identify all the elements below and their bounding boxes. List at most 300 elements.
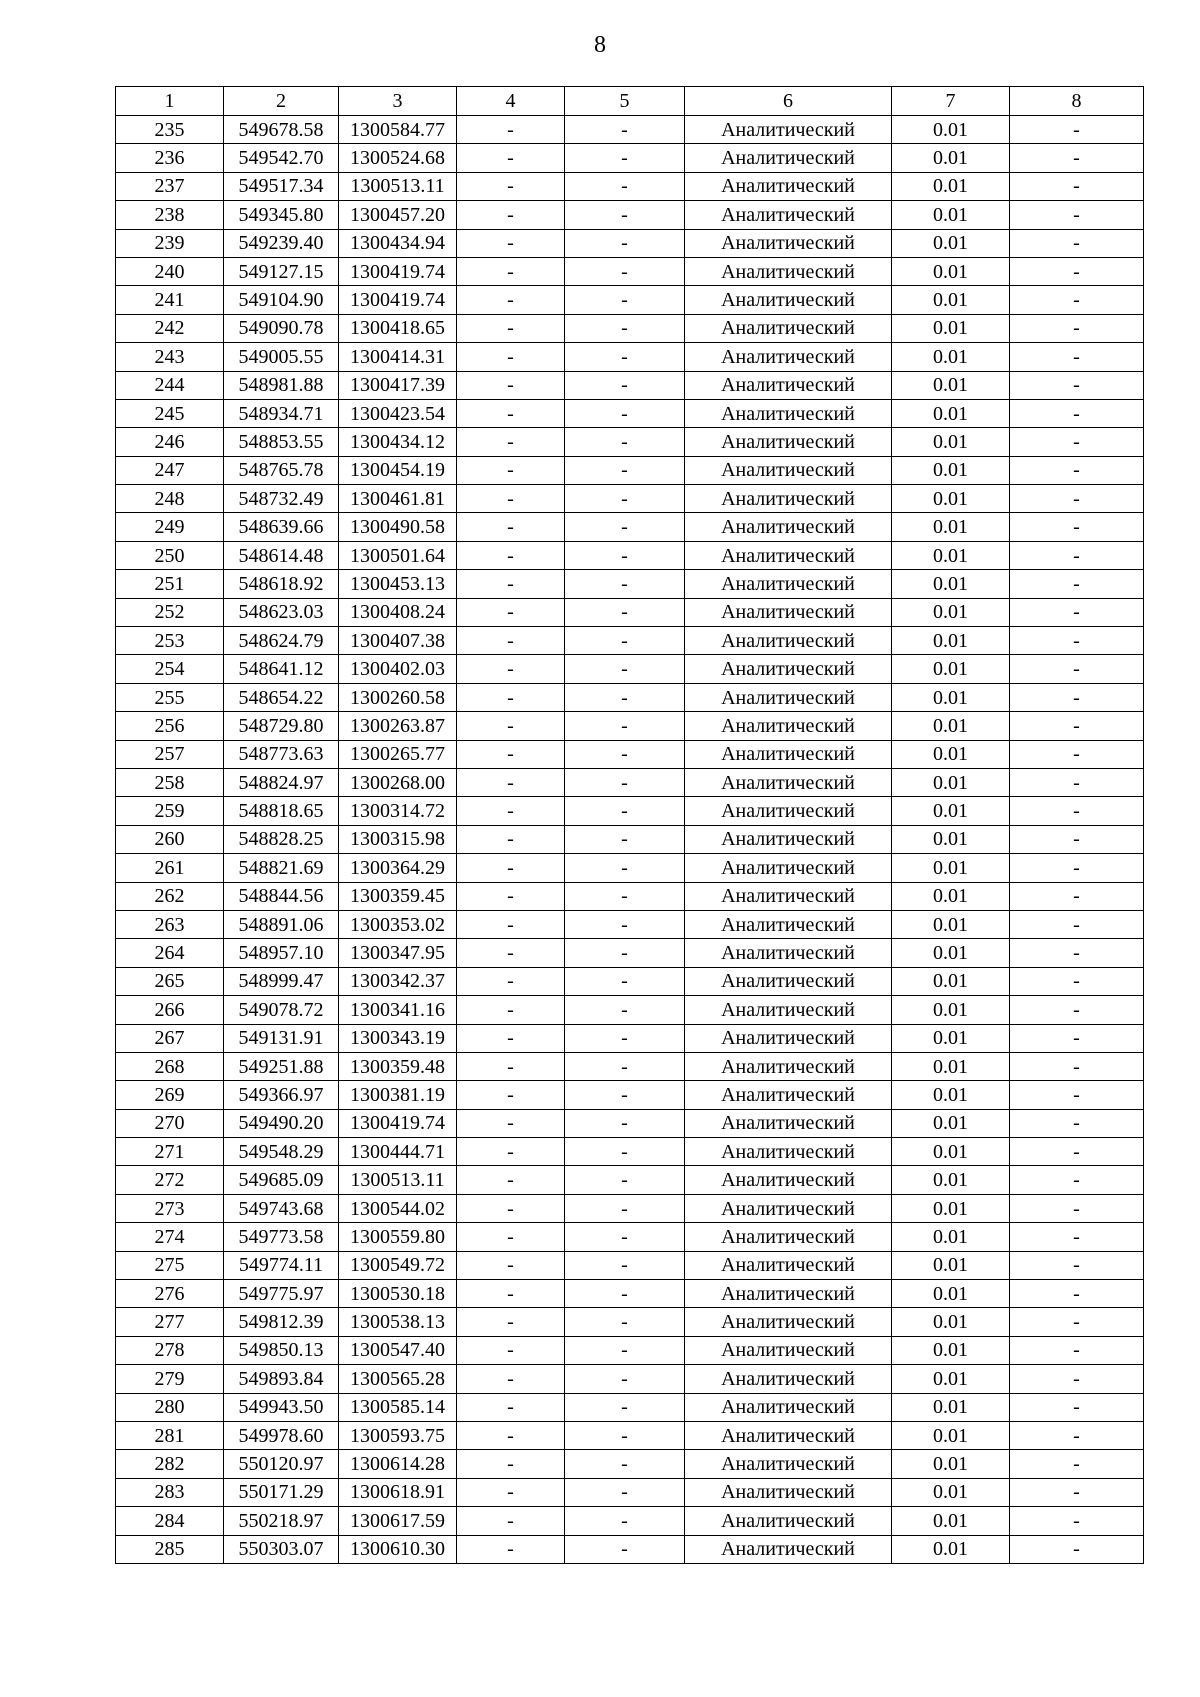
coord-x-cell: 549943.50 — [224, 1393, 339, 1421]
accuracy-cell: 0.01 — [892, 286, 1010, 314]
coord-y-cell: 1300614.28 — [339, 1450, 457, 1478]
col-5-value-cell: - — [565, 485, 685, 513]
col-8-value-cell: - — [1010, 286, 1144, 314]
coord-y-cell: 1300513.11 — [339, 1166, 457, 1194]
point-number-cell: 275 — [116, 1251, 224, 1279]
coord-x-cell: 548999.47 — [224, 967, 339, 995]
col-8-value-cell: - — [1010, 627, 1144, 655]
method-cell: Аналитический — [685, 882, 892, 910]
col-4-value-cell: - — [457, 825, 565, 853]
accuracy-cell: 0.01 — [892, 740, 1010, 768]
coord-y-cell: 1300544.02 — [339, 1194, 457, 1222]
accuracy-cell: 0.01 — [892, 456, 1010, 484]
col-4-value-cell: - — [457, 1280, 565, 1308]
coord-y-cell: 1300585.14 — [339, 1393, 457, 1421]
col-4-value-cell: - — [457, 513, 565, 541]
coord-y-cell: 1300268.00 — [339, 768, 457, 796]
point-number-cell: 268 — [116, 1052, 224, 1080]
accuracy-cell: 0.01 — [892, 1138, 1010, 1166]
point-number-cell: 245 — [116, 399, 224, 427]
col-8-value-cell: - — [1010, 1109, 1144, 1137]
col-5-value-cell: - — [565, 541, 685, 569]
point-number-cell: 236 — [116, 144, 224, 172]
method-cell: Аналитический — [685, 1280, 892, 1308]
method-cell: Аналитический — [685, 371, 892, 399]
accuracy-cell: 0.01 — [892, 967, 1010, 995]
col-5-value-cell: - — [565, 172, 685, 200]
coord-x-cell: 549548.29 — [224, 1138, 339, 1166]
coord-x-cell: 548818.65 — [224, 797, 339, 825]
col-5-value-cell: - — [565, 371, 685, 399]
col-5-value-cell: - — [565, 768, 685, 796]
point-number-cell: 240 — [116, 257, 224, 285]
point-number-cell: 278 — [116, 1336, 224, 1364]
coord-y-cell: 1300417.39 — [339, 371, 457, 399]
table-row — [116, 655, 1144, 683]
coord-y-cell: 1300434.94 — [339, 229, 457, 257]
col-4-value-cell: - — [457, 1308, 565, 1336]
table-row — [116, 825, 1144, 853]
accuracy-cell: 0.01 — [892, 1365, 1010, 1393]
table-header-row — [116, 87, 1144, 116]
col-5-value-cell: - — [565, 399, 685, 427]
col-4-value-cell: - — [457, 882, 565, 910]
coord-y-cell: 1300364.29 — [339, 854, 457, 882]
coord-y-cell: 1300359.48 — [339, 1052, 457, 1080]
column-header: 3 — [339, 87, 457, 116]
column-header: 2 — [224, 87, 339, 116]
col-5-value-cell: - — [565, 1535, 685, 1563]
method-cell: Аналитический — [685, 172, 892, 200]
method-cell: Аналитический — [685, 257, 892, 285]
method-cell: Аналитический — [685, 996, 892, 1024]
col-4-value-cell: - — [457, 1109, 565, 1137]
col-5-value-cell: - — [565, 1478, 685, 1506]
coord-x-cell: 548981.88 — [224, 371, 339, 399]
method-cell: Аналитический — [685, 1421, 892, 1449]
point-number-cell: 252 — [116, 598, 224, 626]
table-row — [116, 910, 1144, 938]
col-4-value-cell: - — [457, 910, 565, 938]
col-8-value-cell: - — [1010, 1194, 1144, 1222]
col-4-value-cell: - — [457, 627, 565, 655]
method-cell: Аналитический — [685, 116, 892, 144]
point-number-cell: 248 — [116, 485, 224, 513]
method-cell: Аналитический — [685, 854, 892, 882]
col-5-value-cell: - — [565, 627, 685, 655]
coord-y-cell: 1300461.81 — [339, 485, 457, 513]
col-5-value-cell: - — [565, 1081, 685, 1109]
col-4-value-cell: - — [457, 996, 565, 1024]
point-number-cell: 277 — [116, 1308, 224, 1336]
col-8-value-cell: - — [1010, 1280, 1144, 1308]
coord-y-cell: 1300414.31 — [339, 343, 457, 371]
coord-y-cell: 1300381.19 — [339, 1081, 457, 1109]
col-8-value-cell: - — [1010, 740, 1144, 768]
col-4-value-cell: - — [457, 1081, 565, 1109]
coordinates-table — [115, 86, 1144, 1564]
col-8-value-cell: - — [1010, 882, 1144, 910]
method-cell: Аналитический — [685, 144, 892, 172]
accuracy-cell: 0.01 — [892, 1421, 1010, 1449]
point-number-cell: 276 — [116, 1280, 224, 1308]
method-cell: Аналитический — [685, 570, 892, 598]
accuracy-cell: 0.01 — [892, 1251, 1010, 1279]
point-number-cell: 263 — [116, 910, 224, 938]
col-8-value-cell: - — [1010, 683, 1144, 711]
table-row — [116, 485, 1144, 513]
col-4-value-cell: - — [457, 1478, 565, 1506]
accuracy-cell: 0.01 — [892, 854, 1010, 882]
table-row — [116, 399, 1144, 427]
col-4-value-cell: - — [457, 343, 565, 371]
col-8-value-cell: - — [1010, 541, 1144, 569]
accuracy-cell: 0.01 — [892, 683, 1010, 711]
coord-x-cell: 549345.80 — [224, 201, 339, 229]
col-8-value-cell: - — [1010, 201, 1144, 229]
method-cell: Аналитический — [685, 797, 892, 825]
col-4-value-cell: - — [457, 1336, 565, 1364]
point-number-cell: 238 — [116, 201, 224, 229]
accuracy-cell: 0.01 — [892, 1223, 1010, 1251]
method-cell: Аналитический — [685, 399, 892, 427]
coord-y-cell: 1300260.58 — [339, 683, 457, 711]
point-number-cell: 269 — [116, 1081, 224, 1109]
coord-y-cell: 1300418.65 — [339, 314, 457, 342]
method-cell: Аналитический — [685, 343, 892, 371]
table-row — [116, 343, 1144, 371]
table-row — [116, 1535, 1144, 1563]
coord-y-cell: 1300419.74 — [339, 1109, 457, 1137]
col-5-value-cell: - — [565, 1223, 685, 1251]
method-cell: Аналитический — [685, 1251, 892, 1279]
col-8-value-cell: - — [1010, 371, 1144, 399]
accuracy-cell: 0.01 — [892, 1336, 1010, 1364]
coord-x-cell: 549517.34 — [224, 172, 339, 200]
col-4-value-cell: - — [457, 116, 565, 144]
col-5-value-cell: - — [565, 1138, 685, 1166]
col-4-value-cell: - — [457, 1365, 565, 1393]
method-cell: Аналитический — [685, 712, 892, 740]
method-cell: Аналитический — [685, 286, 892, 314]
method-cell: Аналитический — [685, 910, 892, 938]
accuracy-cell: 0.01 — [892, 1450, 1010, 1478]
table-row — [116, 257, 1144, 285]
point-number-cell: 266 — [116, 996, 224, 1024]
coord-x-cell: 549775.97 — [224, 1280, 339, 1308]
table-body — [116, 116, 1144, 1564]
table-row — [116, 1052, 1144, 1080]
accuracy-cell: 0.01 — [892, 1308, 1010, 1336]
col-4-value-cell: - — [457, 1507, 565, 1535]
col-5-value-cell: - — [565, 1280, 685, 1308]
accuracy-cell: 0.01 — [892, 825, 1010, 853]
coord-x-cell: 548641.12 — [224, 655, 339, 683]
col-4-value-cell: - — [457, 1194, 565, 1222]
coord-y-cell: 1300402.03 — [339, 655, 457, 683]
table-row — [116, 371, 1144, 399]
col-4-value-cell: - — [457, 201, 565, 229]
col-4-value-cell: - — [457, 541, 565, 569]
table-row — [116, 598, 1144, 626]
coord-y-cell: 1300341.16 — [339, 996, 457, 1024]
coord-y-cell: 1300538.13 — [339, 1308, 457, 1336]
col-8-value-cell: - — [1010, 1024, 1144, 1052]
coord-x-cell: 549743.68 — [224, 1194, 339, 1222]
col-4-value-cell: - — [457, 712, 565, 740]
coord-y-cell: 1300315.98 — [339, 825, 457, 853]
table-row — [116, 314, 1144, 342]
method-cell: Аналитический — [685, 740, 892, 768]
col-5-value-cell: - — [565, 712, 685, 740]
point-number-cell: 260 — [116, 825, 224, 853]
point-number-cell: 255 — [116, 683, 224, 711]
col-8-value-cell: - — [1010, 1421, 1144, 1449]
coord-y-cell: 1300524.68 — [339, 144, 457, 172]
col-5-value-cell: - — [565, 229, 685, 257]
point-number-cell: 249 — [116, 513, 224, 541]
coord-x-cell: 548828.25 — [224, 825, 339, 853]
col-8-value-cell: - — [1010, 797, 1144, 825]
col-8-value-cell: - — [1010, 456, 1144, 484]
page-number: 8 — [594, 32, 606, 58]
table-row — [116, 456, 1144, 484]
col-8-value-cell: - — [1010, 1507, 1144, 1535]
point-number-cell: 270 — [116, 1109, 224, 1137]
table-row — [116, 996, 1144, 1024]
point-number-cell: 261 — [116, 854, 224, 882]
method-cell: Аналитический — [685, 825, 892, 853]
col-5-value-cell: - — [565, 1024, 685, 1052]
coord-y-cell: 1300314.72 — [339, 797, 457, 825]
coord-y-cell: 1300423.54 — [339, 399, 457, 427]
coord-x-cell: 548891.06 — [224, 910, 339, 938]
point-number-cell: 273 — [116, 1194, 224, 1222]
col-4-value-cell: - — [457, 768, 565, 796]
col-8-value-cell: - — [1010, 1223, 1144, 1251]
table-row — [116, 1450, 1144, 1478]
accuracy-cell: 0.01 — [892, 939, 1010, 967]
col-5-value-cell: - — [565, 144, 685, 172]
coord-x-cell: 548765.78 — [224, 456, 339, 484]
col-8-value-cell: - — [1010, 996, 1144, 1024]
coord-x-cell: 549678.58 — [224, 116, 339, 144]
col-5-value-cell: - — [565, 939, 685, 967]
method-cell: Аналитический — [685, 456, 892, 484]
method-cell: Аналитический — [685, 1450, 892, 1478]
coord-x-cell: 549812.39 — [224, 1308, 339, 1336]
accuracy-cell: 0.01 — [892, 428, 1010, 456]
col-8-value-cell: - — [1010, 1081, 1144, 1109]
table-row — [116, 882, 1144, 910]
method-cell: Аналитический — [685, 1393, 892, 1421]
accuracy-cell: 0.01 — [892, 116, 1010, 144]
col-5-value-cell: - — [565, 1052, 685, 1080]
point-number-cell: 258 — [116, 768, 224, 796]
coord-x-cell: 548824.97 — [224, 768, 339, 796]
col-5-value-cell: - — [565, 910, 685, 938]
point-number-cell: 274 — [116, 1223, 224, 1251]
point-number-cell: 243 — [116, 343, 224, 371]
table-row — [116, 513, 1144, 541]
col-5-value-cell: - — [565, 513, 685, 541]
col-8-value-cell: - — [1010, 1450, 1144, 1478]
coord-x-cell: 548654.22 — [224, 683, 339, 711]
coord-y-cell: 1300265.77 — [339, 740, 457, 768]
accuracy-cell: 0.01 — [892, 1166, 1010, 1194]
coord-x-cell: 548732.49 — [224, 485, 339, 513]
col-8-value-cell: - — [1010, 1535, 1144, 1563]
point-number-cell: 283 — [116, 1478, 224, 1506]
col-5-value-cell: - — [565, 1393, 685, 1421]
point-number-cell: 239 — [116, 229, 224, 257]
col-5-value-cell: - — [565, 1308, 685, 1336]
point-number-cell: 241 — [116, 286, 224, 314]
coord-x-cell: 549685.09 — [224, 1166, 339, 1194]
coord-x-cell: 548844.56 — [224, 882, 339, 910]
col-4-value-cell: - — [457, 854, 565, 882]
col-4-value-cell: - — [457, 257, 565, 285]
col-5-value-cell: - — [565, 1507, 685, 1535]
coord-y-cell: 1300434.12 — [339, 428, 457, 456]
coord-x-cell: 550120.97 — [224, 1450, 339, 1478]
method-cell: Аналитический — [685, 1081, 892, 1109]
accuracy-cell: 0.01 — [892, 1052, 1010, 1080]
table-row — [116, 116, 1144, 144]
col-4-value-cell: - — [457, 1393, 565, 1421]
method-cell: Аналитический — [685, 655, 892, 683]
coord-y-cell: 1300353.02 — [339, 910, 457, 938]
coord-y-cell: 1300584.77 — [339, 116, 457, 144]
column-header: 4 — [457, 87, 565, 116]
col-4-value-cell: - — [457, 399, 565, 427]
coord-x-cell: 548957.10 — [224, 939, 339, 967]
col-4-value-cell: - — [457, 1223, 565, 1251]
col-8-value-cell: - — [1010, 1251, 1144, 1279]
col-4-value-cell: - — [457, 1024, 565, 1052]
accuracy-cell: 0.01 — [892, 201, 1010, 229]
coord-x-cell: 549542.70 — [224, 144, 339, 172]
accuracy-cell: 0.01 — [892, 1280, 1010, 1308]
point-number-cell: 250 — [116, 541, 224, 569]
coord-x-cell: 548821.69 — [224, 854, 339, 882]
table-row — [116, 1223, 1144, 1251]
accuracy-cell: 0.01 — [892, 768, 1010, 796]
table-row — [116, 627, 1144, 655]
accuracy-cell: 0.01 — [892, 314, 1010, 342]
coord-y-cell: 1300359.45 — [339, 882, 457, 910]
method-cell: Аналитический — [685, 939, 892, 967]
coord-y-cell: 1300342.37 — [339, 967, 457, 995]
coord-y-cell: 1300490.58 — [339, 513, 457, 541]
coord-y-cell: 1300263.87 — [339, 712, 457, 740]
accuracy-cell: 0.01 — [892, 655, 1010, 683]
coord-x-cell: 549893.84 — [224, 1365, 339, 1393]
method-cell: Аналитический — [685, 967, 892, 995]
coord-x-cell: 548934.71 — [224, 399, 339, 427]
accuracy-cell: 0.01 — [892, 1393, 1010, 1421]
table-row — [116, 1507, 1144, 1535]
col-8-value-cell: - — [1010, 655, 1144, 683]
method-cell: Аналитический — [685, 229, 892, 257]
col-4-value-cell: - — [457, 939, 565, 967]
coord-y-cell: 1300454.19 — [339, 456, 457, 484]
point-number-cell: 281 — [116, 1421, 224, 1449]
coord-y-cell: 1300549.72 — [339, 1251, 457, 1279]
coord-y-cell: 1300565.28 — [339, 1365, 457, 1393]
coord-y-cell: 1300593.75 — [339, 1421, 457, 1449]
method-cell: Аналитический — [685, 1478, 892, 1506]
col-5-value-cell: - — [565, 996, 685, 1024]
table-row — [116, 854, 1144, 882]
col-5-value-cell: - — [565, 343, 685, 371]
point-number-cell: 284 — [116, 1507, 224, 1535]
col-4-value-cell: - — [457, 229, 565, 257]
method-cell: Аналитический — [685, 1024, 892, 1052]
method-cell: Аналитический — [685, 627, 892, 655]
table-row — [116, 172, 1144, 200]
col-8-value-cell: - — [1010, 1478, 1144, 1506]
table-row — [116, 201, 1144, 229]
point-number-cell: 246 — [116, 428, 224, 456]
point-number-cell: 259 — [116, 797, 224, 825]
accuracy-cell: 0.01 — [892, 371, 1010, 399]
coord-x-cell: 549850.13 — [224, 1336, 339, 1364]
col-8-value-cell: - — [1010, 1052, 1144, 1080]
col-8-value-cell: - — [1010, 229, 1144, 257]
table-row — [116, 1478, 1144, 1506]
method-cell: Аналитический — [685, 1336, 892, 1364]
col-5-value-cell: - — [565, 655, 685, 683]
col-5-value-cell: - — [565, 1166, 685, 1194]
table-row — [116, 570, 1144, 598]
coord-y-cell: 1300419.74 — [339, 286, 457, 314]
coord-x-cell: 549251.88 — [224, 1052, 339, 1080]
coord-x-cell: 549005.55 — [224, 343, 339, 371]
point-number-cell: 285 — [116, 1535, 224, 1563]
point-number-cell: 242 — [116, 314, 224, 342]
coord-y-cell: 1300501.64 — [339, 541, 457, 569]
col-4-value-cell: - — [457, 1052, 565, 1080]
method-cell: Аналитический — [685, 1507, 892, 1535]
coord-x-cell: 549366.97 — [224, 1081, 339, 1109]
method-cell: Аналитический — [685, 1052, 892, 1080]
point-number-cell: 251 — [116, 570, 224, 598]
coord-x-cell: 548853.55 — [224, 428, 339, 456]
table-row — [116, 740, 1144, 768]
col-4-value-cell: - — [457, 456, 565, 484]
col-5-value-cell: - — [565, 286, 685, 314]
accuracy-cell: 0.01 — [892, 712, 1010, 740]
method-cell: Аналитический — [685, 1223, 892, 1251]
col-5-value-cell: - — [565, 1450, 685, 1478]
table-row — [116, 1024, 1144, 1052]
method-cell: Аналитический — [685, 768, 892, 796]
col-5-value-cell: - — [565, 570, 685, 598]
col-5-value-cell: - — [565, 797, 685, 825]
method-cell: Аналитический — [685, 1138, 892, 1166]
point-number-cell: 254 — [116, 655, 224, 683]
method-cell: Аналитический — [685, 513, 892, 541]
col-5-value-cell: - — [565, 882, 685, 910]
coord-y-cell: 1300407.38 — [339, 627, 457, 655]
point-number-cell: 271 — [116, 1138, 224, 1166]
coord-x-cell: 549773.58 — [224, 1223, 339, 1251]
accuracy-cell: 0.01 — [892, 485, 1010, 513]
accuracy-cell: 0.01 — [892, 343, 1010, 371]
method-cell: Аналитический — [685, 541, 892, 569]
point-number-cell: 235 — [116, 116, 224, 144]
